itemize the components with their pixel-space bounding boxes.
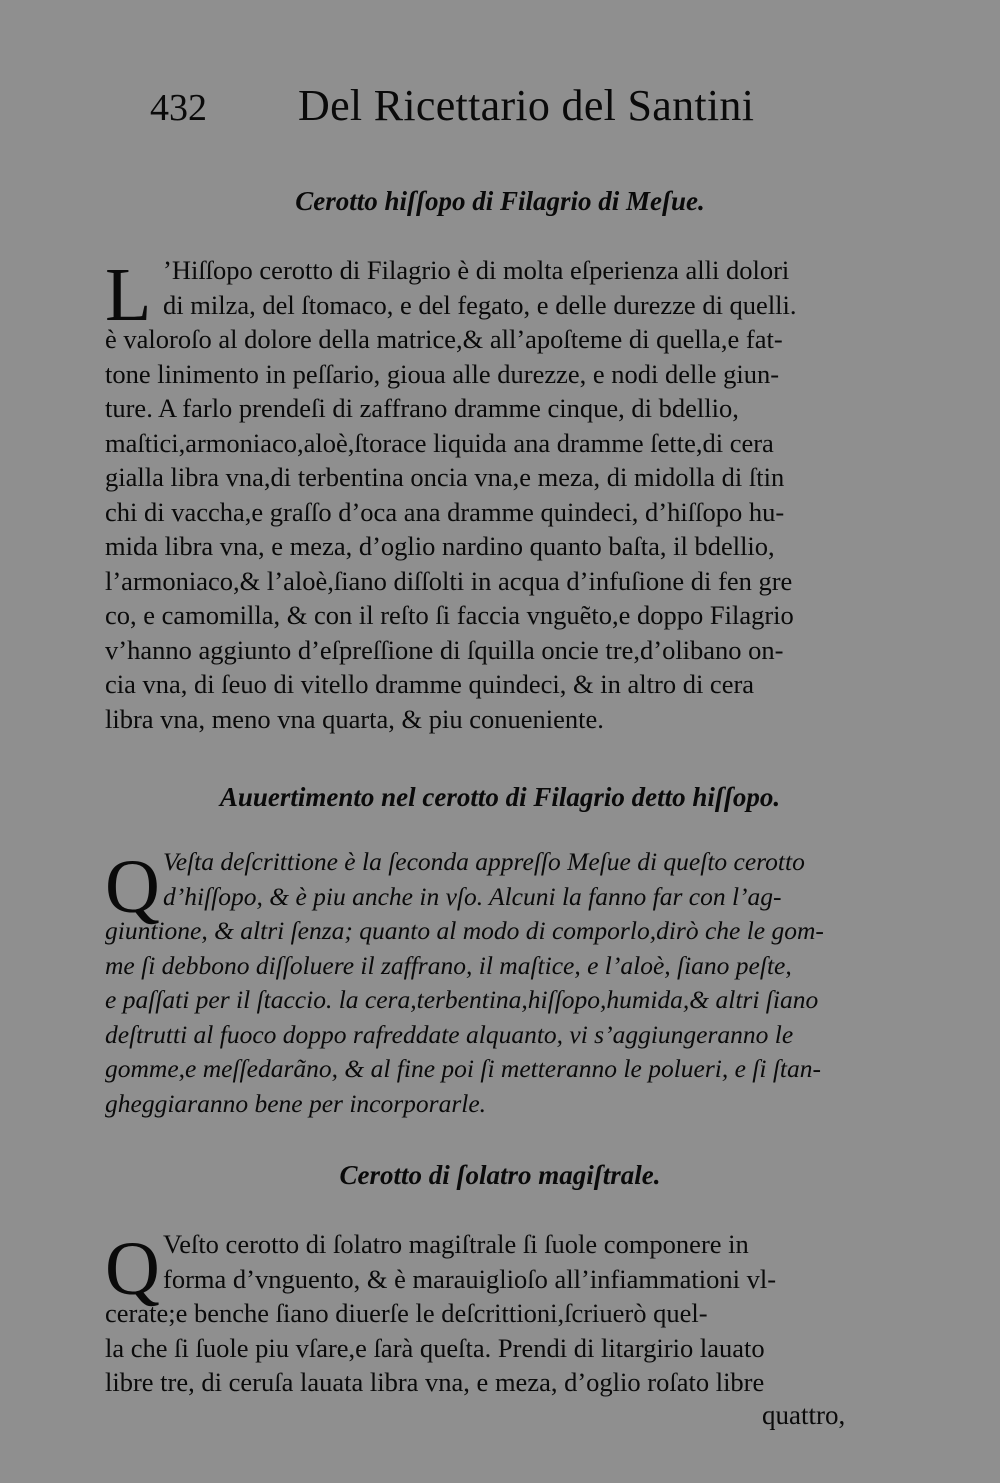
- text-line: v’hanno aggiunto d’eſpreſſione di ſquilla oncie tre,d’olibano on-: [105, 634, 784, 665]
- drop-cap: L: [105, 253, 152, 337]
- drop-cap: Q: [105, 845, 160, 929]
- text-line: la che ſi ſuole piu vſare,e ſarà queſta. Prendi di litargirio lauato: [105, 1332, 765, 1363]
- text-line: mida libra vna, e meza, d’oglio nardino quanto baſta, il bdellio,: [105, 531, 775, 561]
- text-line: cerate;e benche ſiano diuerſe le deſcrittioni,ſcriuerò quel-: [105, 1298, 708, 1328]
- text-line: è valoroſo al dolore della matrice,& all’apoſteme di quella,e fat-: [105, 324, 783, 354]
- text-line: gheggiaranno bene per incorporarle.: [105, 1088, 487, 1118]
- text-line: ture. A farlo prendeſi di zaffrano dramme cinque, di bdellio,: [105, 393, 739, 423]
- text-line: gomme,e meſſedarãno, & al fine poi ſi metteranno le polueri, e ſi ſtan-: [105, 1054, 822, 1083]
- text-line: giuntione, & altri ſenza; quanto al modo di comporlo,dirò che le gom-: [105, 916, 824, 945]
- text-line: d’hiſſopo, & è piu anche in vſo. Alcuni la fanno far con l’ag-: [163, 881, 782, 911]
- section-title: Cerotto hiſſopo di Filagrio di Meſue.: [295, 186, 705, 216]
- text-line: deſtrutti al fuoco doppo rafreddate alquanto, vi s’aggiungeranno le: [105, 1019, 794, 1049]
- text-line: l’armoniaco,& l’aloè,ſiano diſſolti in acqua d’infuſione di fen gre: [105, 565, 793, 596]
- running-title: Del Ricettario del Santini: [298, 81, 755, 130]
- catchword: quattro,: [762, 1400, 846, 1430]
- recipe-paragraph: [105, 253, 920, 736]
- drop-cap: Q: [105, 1227, 160, 1311]
- page-header: [150, 80, 910, 140]
- commentary-paragraph: [105, 845, 920, 1121]
- text-line: me ſi debbono diſſoluere il zaffrano, il maſtice, e l’aloè, ſiano peſte,: [105, 950, 792, 980]
- text-line: Veſto cerotto di ſolatro magiſtrale ſi ſuole componere in: [163, 1229, 749, 1259]
- text-line: di milza, del ſtomaco, e del fegato, e delle durezze di quelli.: [163, 289, 797, 320]
- text-line: cia vna, di ſeuo di vitello dramme quindeci, & in altro di cera: [105, 669, 755, 699]
- recipe-paragraph: [105, 1227, 920, 1400]
- section-title: Cerotto di ſolatro magiſtrale.: [339, 1160, 661, 1190]
- text-line: Veſta deſcrittione è la ſeconda appreſſo Meſue di queſto cerotto: [163, 847, 805, 876]
- text-line: maſtici,armoniaco,aloè,ſtorace liquida ana dramme ſette,di cera: [105, 427, 774, 458]
- text-line: forma d’vnguento, & è marauiglioſo all’infiammationi vl-: [163, 1263, 777, 1294]
- text-line: tone linimento in peſſario, gioua alle durezze, e nodi delle giun-: [105, 358, 780, 389]
- section-title: Auuertimento nel cerotto di Filagrio detto hiſſopo.: [219, 782, 781, 812]
- text-line: gialla libra vna,di terbentina oncia vna,e meza, di midolla di ſtin: [105, 462, 785, 492]
- text-line: co, e camomilla, & con il reſto ſi faccia vnguẽto,e doppo Filagrio: [105, 600, 794, 630]
- text-line: libre tre, di ceruſa lauata libra vna, e meza, d’oglio roſato libre: [105, 1367, 765, 1397]
- text-line: ’Hiſſopo cerotto di Filagrio è di molta eſperienza alli dolori: [163, 255, 790, 285]
- text-line: chi di vaccha,e graſſo d’oca ana dramme quindeci, d’hiſſopo hu-: [105, 496, 785, 527]
- text-line: e paſſati per il ſtaccio. la cera,terbentina,hiſſopo,humida,& altri ſiano: [105, 985, 819, 1014]
- text-line: libra vna, meno vna quarta, & piu conueniente.: [105, 703, 604, 734]
- page-number: 432: [150, 87, 207, 129]
